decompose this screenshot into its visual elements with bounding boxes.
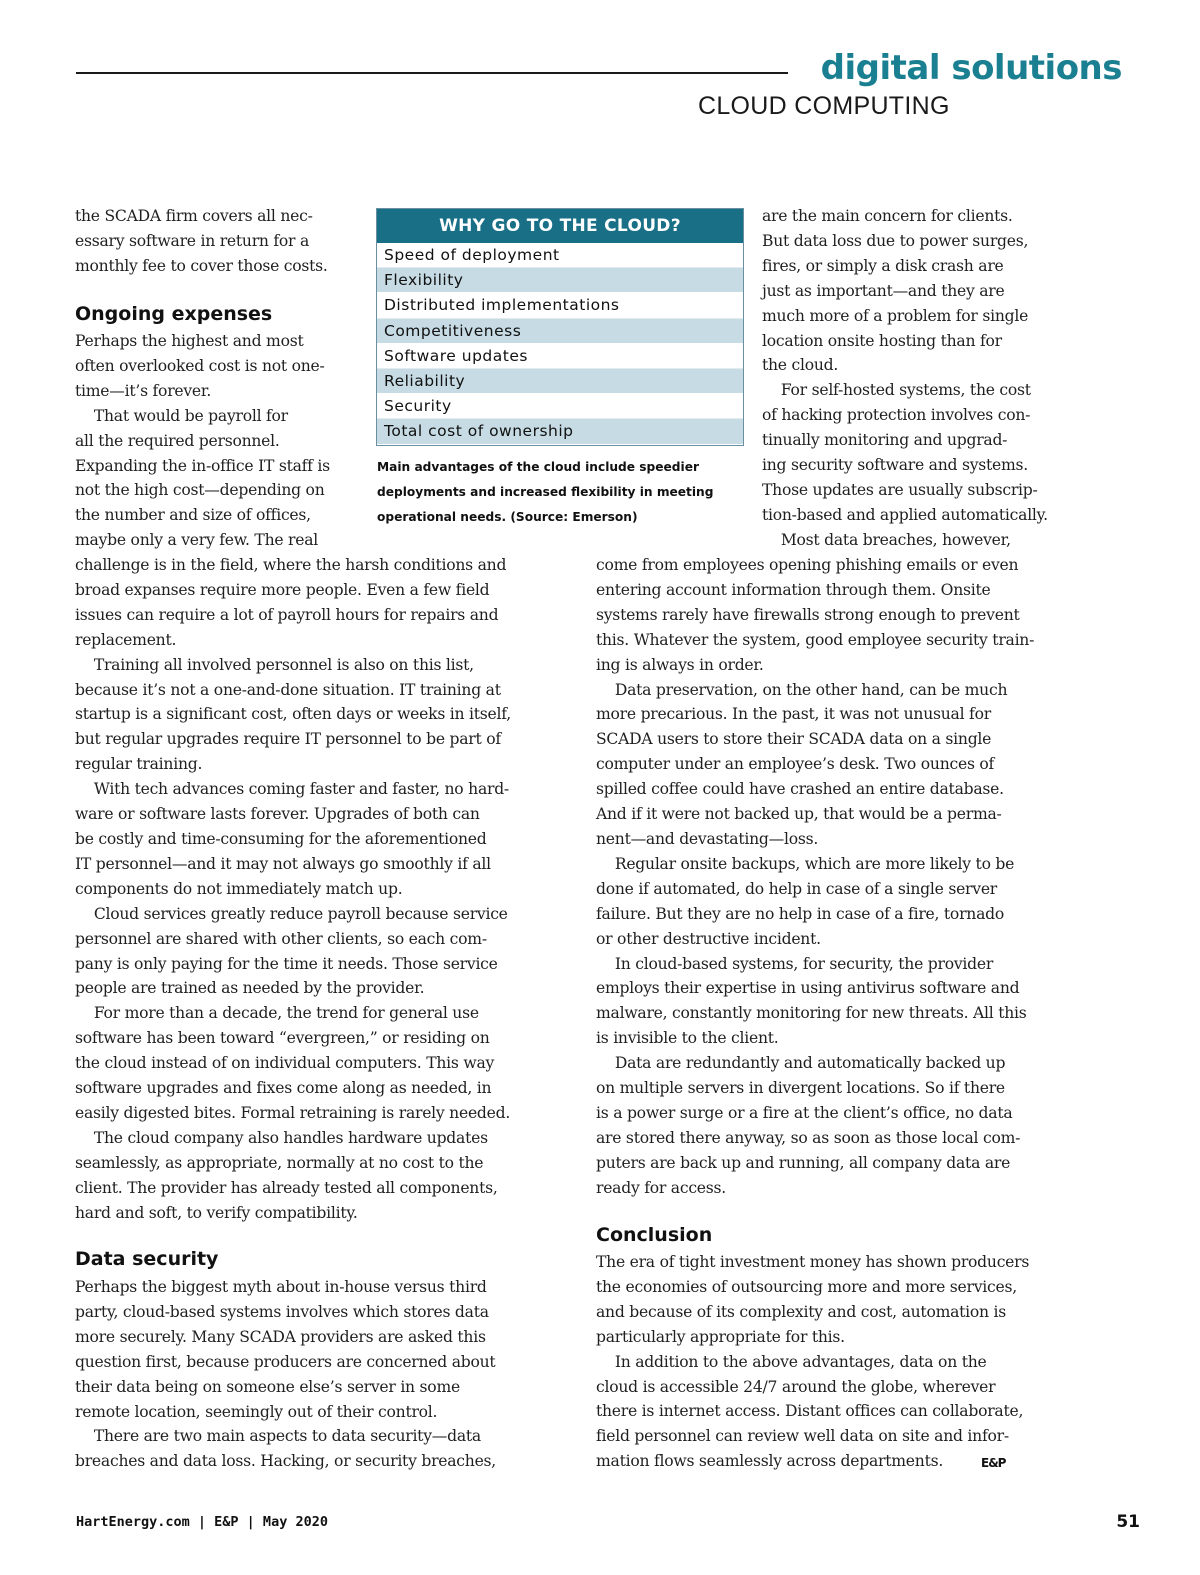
page-number: 51 xyxy=(1116,1512,1140,1532)
sidebar-caption: Main advantages of the cloud include speedier deployments and increased flexibility in meeting operational needs. (Source: Emerson) xyxy=(377,460,714,524)
sidebar-item: Speed of deployment xyxy=(377,243,743,268)
col1-main-text: challenge is in the field, where the harsh conditions and broad expanses require more people. Even a few field issues can require a lot of payroll hours for repairs and replacement. Training all involved personnel is also on this list, because it’s not a one-and-done situation. IT training at startup is a significant cost, often days or weeks in itself, but regular upgrades require IT personnel to be part of regular training. With tech advances coming faster and faster, no hard- ware or software lasts forever. Upgrades of both can be costly and time-consuming for the aforementioned IT personnel—and it may not always go smoothly if all components do not immediately match up. Cloud services greatly reduce payroll because service personnel are shared with other clients, so each com- pany is only paying for the time it needs. Those service people are trained as needed by the provider. For more than a decade, the trend for general use software has been toward “evergreen,” or residing on the cloud instead of on individual computers. This way software upgrades and fixes come along as needed, in easily digested bites. Formal retraining is rarely needed. The cloud company also handles hardware updates seamlessly, as appropriate, normally at no cost to the client. The provider has already tested all components, hard and soft, to verify compatibility. xyxy=(75,556,511,1222)
footer-publication-info: HartEnergy.com | E&P | May 2020 xyxy=(76,1514,328,1530)
section-title: digital solutions xyxy=(820,48,1122,88)
section-topic: CLOUD COMPUTING xyxy=(698,92,950,120)
sidebar-item: Flexibility xyxy=(377,268,743,293)
col1-intro-paragraph: the SCADA firm covers all nec- essary software in return for a monthly fee to cover those costs. xyxy=(75,207,328,275)
sidebar-item: Distributed implementations xyxy=(377,293,743,318)
col2-main-text: come from employees opening phishing emails or even entering account information through them. Onsite systems rarely have firewalls strong enough to prevent this. Whatever the system, good employee security train- ing is always in order. Data preservation, on the other hand, can be much more precarious. In the past, it was not unusual for SCADA users to store their SCADA data on a single computer under an employee’s desk. Two ounces of spilled coffee could have crashed an entire database. And if it were not backed up, that would be a perma- nent—and devastating—loss. Regular onsite backups, which are more likely to be done if automated, do help in case of a single server failure. But they are no help in case of a fire, tornado or other destructive incident. In cloud-based systems, for security, the provider employs their expertise in using antivirus software and malware, constantly monitoring for new threats. All this is invisible to the client. Data are redundantly and automatically backed up on multiple servers in divergent locations. So if there is a power surge or a fire at the client’s office, no data are stored there anyway, so as soon as those local com- puters are back up and running, all company data are ready for access. xyxy=(596,556,1035,1197)
sidebar-item: Total cost of ownership xyxy=(377,419,743,444)
sidebar-item: Software updates xyxy=(377,344,743,369)
heading-conclusion: Conclusion xyxy=(596,1224,713,1246)
col3-top-text: are the main concern for clients. But data loss due to power surges, fires, or simply a disk crash are just as important—and they are much more of a problem for single location onsite hosting than for the cloud. For self-hosted systems, the cost of hacking protection involves con- tinually monitoring and upgrad- ing security software and systems. Those updates are usually subscrip- tion-based and applied automatically. Most data breaches, however, xyxy=(762,207,1048,549)
col2-conclusion-text: The era of tight investment money has shown producers the economies of outsourcing more and more services, and because of its complexity and cost, automation is particularly appropriate for this. In addition to the above advantages, data on the cloud is accessible 24/7 around the globe, wherever there is internet access. Distant offices can collaborate, field personnel can review well data on site and infor- mation flows seamlessly across departments. xyxy=(596,1253,1030,1471)
col1-ongoing-text: Perhaps the highest and most often overlooked cost is not one- time—it’s forever. That would be payroll for all the required personnel. Expanding the in-office IT staff is not the high cost—depending on the number and size of offices, maybe only a very few. The real xyxy=(75,332,330,550)
sidebar-title: WHY GO TO THE CLOUD? xyxy=(377,209,743,243)
sidebar-box xyxy=(376,208,744,446)
sidebar-item: Reliability xyxy=(377,369,743,394)
sidebar-item: Security xyxy=(377,394,743,419)
col1-security-text: Perhaps the biggest myth about in-house versus third party, cloud-based systems involves which stores data more securely. Many SCADA providers are asked this question first, because producers are concerned about their data being on someone else’s server in some remote location, seemingly out of their control. There are two main aspects to data security—data breaches and data loss. Hacking, or security breaches, xyxy=(75,1278,497,1471)
end-mark-logo: E&P xyxy=(981,1456,1006,1470)
heading-data-security: Data security xyxy=(75,1248,219,1270)
heading-ongoing-expenses: Ongoing expenses xyxy=(75,303,273,325)
sidebar-item: Competitiveness xyxy=(377,319,743,344)
header-rule xyxy=(76,72,788,74)
